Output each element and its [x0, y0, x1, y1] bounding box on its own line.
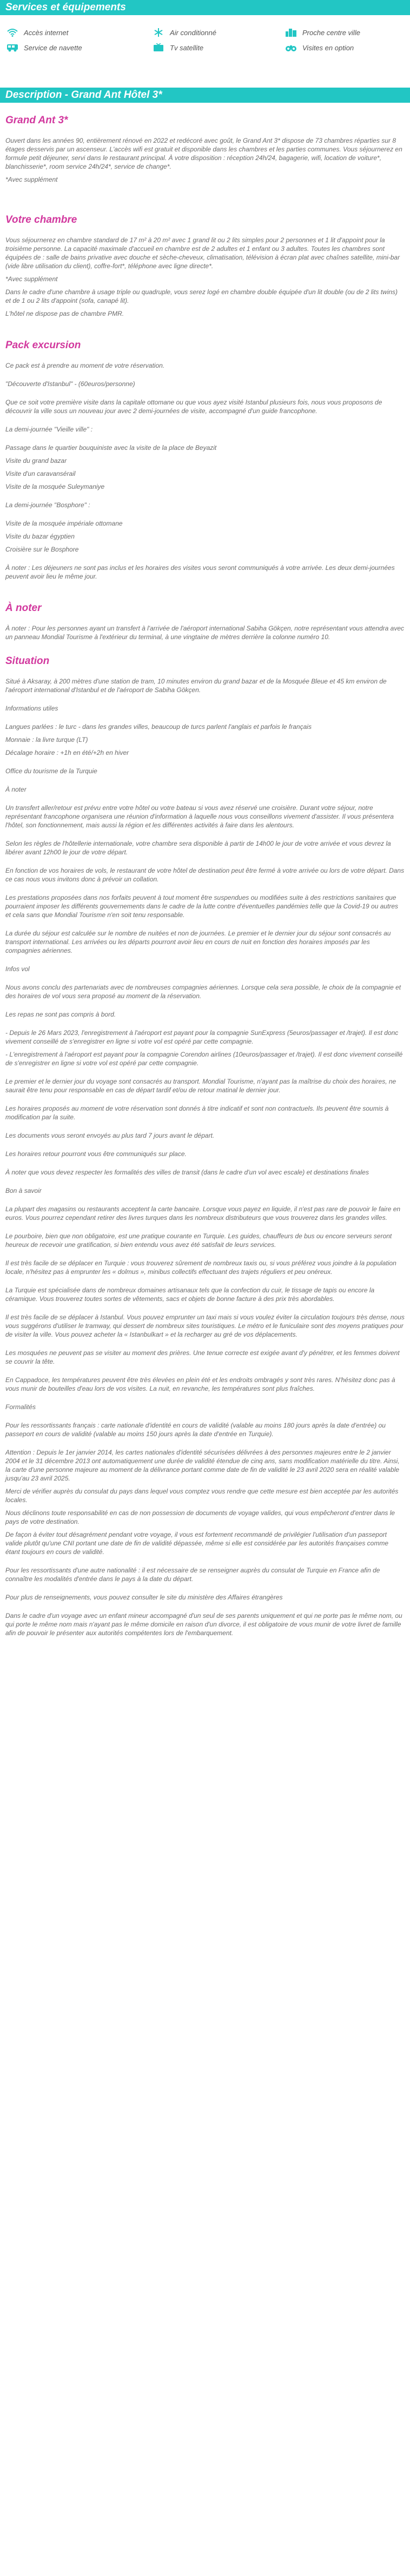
- paragraph: Le pourboire, bien que non obligatoire, est une pratique courante en Turquie. Les guides, chauffeurs de bus ou encore serveurs seront heureux de recevoir une gratification, si bien entendu vous avez été satisfait de leurs services.: [5, 1232, 392, 1249]
- service-aircon: [151, 28, 284, 37]
- paragraph: Pour les ressortissants français : carte nationale d'identité en cours de validité (valable au moins 180 jours après la date d'entrée) ou passeport en cours de validité (valable au moins 150 jours après la date d'entrée en Turquie).: [5, 1422, 386, 1438]
- paragraph: À noter: [5, 786, 27, 793]
- spacer: [5, 646, 405, 651]
- paragraph: Informations utiles: [5, 705, 58, 712]
- paragraph: Pour plus de renseignements, vous pouvez consulter le site du ministère des Affaires étrangères: [5, 1594, 283, 1601]
- services-list: [0, 15, 410, 57]
- paragraph: À noter : Pour les personnes ayant un transfert à l'arrivée de l'aéroport international Sabiha Gökçen, notre représentant vous attendra avec un panneau Mondial Tourisme à l'extérieur du terminal, à une vingtaine de mètres derrière la colonne numéro 10.: [5, 625, 405, 641]
- paragraph: Les repas ne sont pas compris à bord.: [5, 1011, 116, 1018]
- paragraph: Ouvert dans les années 90, entièrement rénové en 2022 et redécoré avec goût, le Grand Ant 3* dispose de 73 chambres réparties sur 8 étages desservis par un ascenseur. L'accès wifi est gratuit et disponible dans les chambres et les parties communes. Vous séjournerez en formule petit déjeuner, servi dans le restaurant principal. À votre disposition : réception 24h/24, bagagerie, wifi, location de voiture*, blanchisserie*, room service 24h/24*, service de change*.: [5, 137, 402, 170]
- list-item: Visite de la mosquée Suleymaniye: [5, 483, 105, 490]
- hotel-title: Grand Ant 3*: [5, 115, 68, 126]
- paragraph: Décalage horaire : +1h en été/+2h en hiver: [5, 749, 129, 756]
- paragraph: Monnaie : la livre turque (LT): [5, 736, 88, 743]
- paragraph: Les documents vous seront envoyés au plus tard 7 jours avant le départ.: [5, 1132, 215, 1139]
- paragraph: - Depuis le 26 Mars 2023, l'enregistrement à l'aéroport est payant pour la compagnie SunExpress (5euros/passager et /trajet). Il est donc vivement conseillé de s'enregistrer en ligne si votre vol est opéré par cette compagnie.: [5, 1029, 399, 1045]
- services-row: [5, 41, 410, 54]
- spacer: [5, 188, 405, 210]
- paragraph: Pour les ressortissants d'une autre nationalité : il est nécessaire de se renseigner auprès du consulat de Turquie en France afin de connaître les modalités d'entrée dans le pays à la date du départ.: [5, 1566, 380, 1583]
- service-internet: [5, 28, 151, 37]
- service-visits: [284, 43, 354, 52]
- service-label: Visites en option: [302, 43, 354, 52]
- paragraph: La demi-journée "Bosphore" :: [5, 501, 90, 509]
- paragraph: Les mosquées ne peuvent pas se visiter au moment des prières. Une tenue correcte est exigée avant d'y pénétrer, et les femmes doivent se couvrir la tête.: [5, 1349, 400, 1365]
- note-title: À noter: [5, 602, 42, 614]
- service-city: [284, 28, 360, 37]
- paragraph: La demi-journée "Vieille ville" :: [5, 426, 93, 433]
- paragraph: - L'enregistrement à l'aéroport est payant pour la compagnie Corendon airlines (10euros/passager et /trajet). Il est donc vivement conseillé de s'enregistrer en ligne si votre vol est opéré par cette compagnie.: [5, 1051, 403, 1067]
- paragraph: Le premier et le dernier jour du voyage sont consacrés au transport. Mondial Tourisme, n'ayant pas la maîtrise du choix des horaires, ne saurait être tenu pour responsable en cas de départ tardif et/ou de retour matinal le dernier jour.: [5, 1078, 396, 1094]
- service-label: Proche centre ville: [302, 28, 360, 37]
- service-label: Service de navette: [24, 43, 82, 52]
- list-item: Passage dans le quartier bouquiniste avec la visite de la place de Beyazit: [5, 444, 217, 452]
- paragraph: Un transfert aller/retour est prévu entre votre hôtel ou votre bateau si vous avez réservé une croisière. Durant votre séjour, notre représentant francophone organisera une réunion d'information à laquelle nous vous conseillons vivement d'assister. Il vous présentera l'hôtel, son fonctionnement, mais aussi la région et les différentes activités à faire dans les alentours.: [5, 804, 394, 829]
- paragraph: En fonction de vos horaires de vols, le restaurant de votre hôtel de destination peut être fermé à votre arrivée ou lors de votre départ. Dans ce cas nous vous invitons donc à prévoir un collation.: [5, 867, 405, 883]
- paragraph: Merci de vérifier auprès du consulat du pays dans lequel vous comptez vous rendre que cette mesure est bien acceptée par les autorités locales.: [5, 1488, 399, 1504]
- list-item: Visite d'un caravansérail: [5, 470, 76, 477]
- paragraph: Il est très facile de se déplacer en Turquie : vous trouverez sûrement de nombreux taxis ou, si vous préférez vous joindre à la population locale, n'hésitez pas à emprunter les « dolmus », minibus collectifs effectuant des trajets réguliers et peu onéreux.: [5, 1259, 396, 1276]
- paragraph: Que ce soit votre première visite dans la capitale ottomane ou que vous ayez visité Istanbul plusieurs fois, nous vous proposons de découvrir la ville sous un nouveau jour avec 2 demi-journées de visite, accompagné d'un guide francophone.: [5, 399, 382, 415]
- paragraph: Formalités: [5, 1403, 36, 1411]
- situation-title: Situation: [5, 655, 50, 667]
- paragraph: À noter : Les déjeuners ne sont pas inclus et les horaires des visites vous seront communiqués à votre arrivée. Les deux demi-journées peuvent avoir lieu le même jour.: [5, 564, 395, 580]
- paragraph: *Avec supplément: [5, 176, 58, 183]
- description-content: [0, 103, 410, 1637]
- service-label: Air conditionné: [170, 28, 216, 37]
- pack-title: Pack excursion: [5, 340, 81, 351]
- services-banner: [0, 0, 410, 15]
- paragraph: *Avec supplément: [5, 275, 58, 283]
- service-tv: [151, 43, 284, 52]
- paragraph: La plupart des magasins ou restaurants acceptent la carte bancaire. Lorsque vous payez en liquide, il n'est pas rare de pouvoir le faire en euros. Vous pourrez cependant retirer des livres turques dans les nombreux distributeurs que vous trouverez dans les grandes villes.: [5, 1205, 401, 1221]
- paragraph: La Turquie est spécialisée dans de nombreux domaines artisanaux tels que la confection du cuir, le tissage de tapis ou encore la céramique. Vous trouverez toutes sortes de vêtements, sacs et objets de bonne facture à des prix très abordables.: [5, 1286, 375, 1303]
- description-banner: [0, 88, 410, 103]
- description-title: Description - Grand Ant Hôtel 3*: [5, 89, 162, 101]
- paragraph: Dans le cadre d'un voyage avec un enfant mineur accompagné d'un seul de ses parents uniquement et qui ne porte pas le même nom, ou qui porte le même nom mais n'ayant pas le même domicile en raison d'un divorce, il est obligatoire de vous munir de votre livret de famille afin de pouvoir le présenter aux autorités compétentes lors de l'embarquement.: [5, 1612, 402, 1637]
- paragraph: Dans le cadre d'une chambre à usage triple ou quadruple, vous serez logé en chambre double équipée d'un lit double (ou de 2 lits twins) et de 1 ou 2 lits d'appoint (sofa, canapé lit).: [5, 288, 398, 304]
- paragraph: Nous déclinons toute responsabilité en cas de non possession de documents de voyage valides, qui vous empêcheront d'entrer dans le pays de votre destination.: [5, 1509, 395, 1525]
- paragraph: Les prestations proposées dans nos forfaits peuvent à tout moment être suspendues ou modifiées suite à des restrictions sanitaires que pourraient imposer les différents gouvernements dans le cadre de la lutte contre d'éventuelles pandémies telle que la Covid-19 ou autres et cela sans que Mondial Tourisme n'en soit tenu responsable.: [5, 894, 399, 919]
- paragraph: "Découverte d'Istanbul" - (60euros/personne): [5, 380, 135, 388]
- paragraph: Bon à savoir: [5, 1187, 42, 1194]
- spacer: [5, 585, 405, 598]
- paragraph: Ce pack est à prendre au moment de votre réservation.: [5, 362, 165, 369]
- paragraph: Situé à Aksaray, à 200 mètres d'une station de tram, 10 minutes environ du grand bazar et de la Mosquée Bleue et 45 km environ de l'aéroport international d'Istanbul et de l'aéroport de Sabiha Gökçen.: [5, 678, 387, 694]
- paragraph: Attention : Depuis le 1er janvier 2014, les cartes nationales d'identité sécurisées délivrées à des personnes majeures entre le 2 janvier 2004 et le 31 décembre 2013 ont automatiquement une durée de validité étendue de cinq ans, sans modification matérielle du titre. Ainsi, la carte d'une personne majeure au moment de la délivrance portant comme date de fin de validité le 23 avril 2020 sera en réalité valable jusqu'au 23 avril 2025.: [5, 1449, 400, 1482]
- paragraph: Nous avons conclu des partenariats avec de nombreuses compagnies aériennes. Lorsque cela sera possible, le choix de la compagnie et des horaires de vol vous sera proposé au moment de la réservation.: [5, 984, 401, 1000]
- paragraph: L'hôtel ne dispose pas de chambre PMR.: [5, 310, 124, 317]
- city-icon: [284, 28, 298, 37]
- wifi-icon: [5, 28, 19, 37]
- paragraph: Infos vol: [5, 965, 30, 973]
- paragraph: Les horaires retour pourront vous être communiqués sur place.: [5, 1150, 187, 1158]
- list-item: Croisière sur le Bosphore: [5, 546, 79, 553]
- service-shuttle: [5, 43, 151, 52]
- spacer: [5, 322, 405, 335]
- paragraph: Office du tourisme de la Turquie: [5, 767, 97, 775]
- service-label: Tv satellite: [170, 43, 204, 52]
- paragraph: La durée du séjour est calculée sur le nombre de nuitées et non de journées. Le premier et le dernier jour du séjour sont consacrés au transport international. Les arrivées ou les départs pourront avoir lieu en cours de nuit en fonction des horaires imposés par les compagnies aériennes.: [5, 930, 391, 954]
- paragraph: Langues parlées : le turc - dans les grandes villes, beaucoup de turcs parlent l'anglais et parfois le français: [5, 723, 312, 731]
- room-title: Votre chambre: [5, 214, 77, 225]
- services-row: [5, 26, 410, 39]
- list-item: Visite de la mosquée impériale ottomane: [5, 520, 123, 527]
- paragraph: De façon à éviter tout désagrément pendant votre voyage, il vous est fortement recommandé de privilégier l'utilisation d'un passeport valide plutôt qu'une CNI portant une date de fin de validité dépassée, même si elle est considérée par les autorités françaises comme étant toujours en cours de validité.: [5, 1531, 389, 1556]
- paragraph: Les horaires proposés au moment de votre réservation sont donnés à titre indicatif et sont non contractuels. Ils peuvent être soumis à modification par la suite.: [5, 1105, 389, 1121]
- paragraph: En Cappadoce, les températures peuvent être très élevées en plein été et les endroits ombragés y sont très rares. N'hésitez donc pas à vous munir de bouteilles d'eau lors de vos visites. La nuit, en revanche, les températures sont plus fraîches.: [5, 1376, 395, 1392]
- paragraph: Selon les règles de l'hôtellerie internationale, votre chambre sera disponible à partir de 14h00 le jour de votre arrivée et vous devrez la libérer avant 12h00 le jour de votre départ.: [5, 840, 391, 856]
- binoculars-icon: [284, 43, 298, 52]
- paragraph: Il est très facile de se déplacer à Istanbul. Vous pouvez emprunter un taxi mais si vous voulez éviter la circulation toujours très dense, nous vous suggérons d'utiliser le tramway, qui dessert de nombreux sites touristiques. Le métro et le funiculaire sont des moyens pratiques pour de visiter la ville. Vous pouvez acheter la « Istanbulkart » et la recharger au gré de vos déplacements.: [5, 1313, 405, 1338]
- paragraph: Vous séjournerez en chambre standard de 17 m² à 20 m² avec 1 grand lit ou 2 lits simples pour 2 personnes et 1 lit d'appoint pour la troisième personne. La capacité maximale d'accueil en chambre est de 2 adultes et 1 enfant ou 3 adultes. Toutes les chambres sont équipées de : salle de bains privative avec douche et sèche-cheveux, climatisation, télévision à écran plat avec chaînes satellite, mini-bar (vide libre utilisation du client), coffre-fort*, téléphone avec ligne directe*.: [5, 236, 400, 270]
- shuttle-icon: [5, 43, 19, 52]
- list-item: Visite du grand bazar: [5, 457, 67, 464]
- list-item: Visite du bazar égyptien: [5, 533, 75, 540]
- services-title: Services et équipements: [5, 2, 126, 13]
- service-label: Accès internet: [24, 28, 69, 37]
- tv-icon: [151, 43, 166, 52]
- snowflake-icon: [151, 28, 166, 37]
- paragraph: À noter que vous devez respecter les formalités des villes de transit (dans le cadre d'un vol avec escale) et destinations finales: [5, 1169, 369, 1176]
